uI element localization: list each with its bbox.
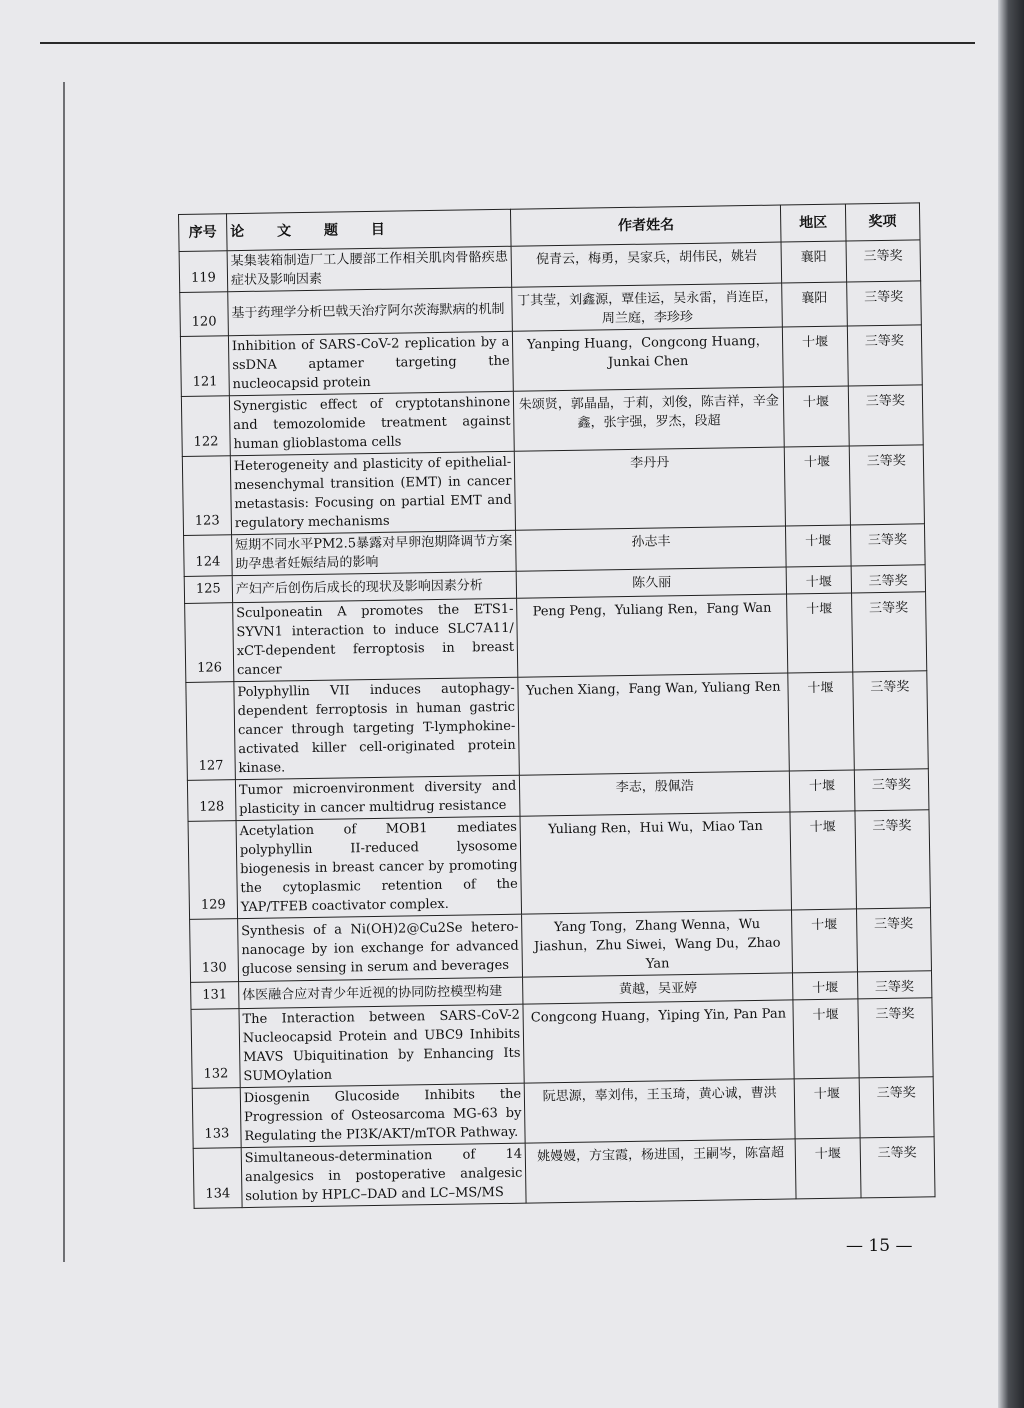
author-names: 李志，殷佩浩 [520, 771, 791, 816]
award-level: 三等奖 [847, 325, 922, 386]
author-names: Peng Peng，Yuliang Ren，Fang Wan [517, 594, 788, 677]
row-number: 120 [180, 292, 229, 337]
paper-title: 体医融合应对青少年近视的协同防控模型构建 [238, 977, 523, 1008]
row-number: 121 [180, 336, 229, 397]
award-level: 三等奖 [857, 971, 932, 999]
author-names: 丁其莹，刘鑫源，覃佳运，吴永雷，肖连臣，周兰庭，李珍珍 [512, 283, 783, 331]
award-level: 三等奖 [851, 565, 926, 593]
page-number: — 15 — [846, 1236, 913, 1256]
region: 十堰 [790, 770, 855, 812]
row-number: 125 [184, 576, 232, 604]
paper-title: Acetylation of MOB1 mediates polyphyllin II-reduced lysosome biogenesis in breast cancer by promoting the cytoplasmic retention of the YAP/TFEB coactivator complex. [236, 816, 522, 918]
award-level: 三等奖 [857, 998, 933, 1078]
table-row [190, 908, 932, 983]
region: 襄阳 [782, 282, 847, 327]
table-row [186, 671, 928, 781]
author-names: 李丹丹 [515, 447, 786, 530]
author-names: Congcong Huang，Yiping Yin, Pan Pan [523, 1000, 794, 1083]
paper-title: 某集装箱制造厂工人腰部工作相关肌肉骨骼疾患症状及影响因素 [227, 246, 512, 291]
author-names: 倪青云，梅勇，吴家兵，胡伟民，姚岩 [511, 242, 782, 287]
author-names: 陈久丽 [516, 567, 786, 598]
paper-title: Sculponeatin A promotes the ETS1-SYVN1 interaction to induce SLC7A11/ xCT-dependent ferroptosis in breast cancer [233, 598, 519, 681]
region: 十堰 [795, 1138, 860, 1199]
region: 十堰 [788, 672, 854, 771]
award-level: 三等奖 [860, 1137, 935, 1198]
row-number: 132 [191, 1009, 240, 1089]
row-number: 128 [187, 780, 236, 822]
table-row [188, 810, 930, 920]
paper-title: Polyphyllin VII induces autophagy-dependent ferroptosis in human gastric cancer through targeting T-lymphokine-activated killer cell-originated protein kinase. [234, 677, 520, 779]
author-names: 朱颂贤，郭晶晶，于莉，刘俊，陈吉祥，辛金鑫，张宇强，罗杰，段超 [514, 387, 785, 451]
paper-title: The Interaction between SARS-CoV-2 Nucleocapsid Protein and UBC9 Inhibits MAVS Ubiquitination by Enhancing Its SUMOylation [239, 1004, 525, 1087]
paper-title: 基于药理学分析巴戟天治疗阿尔茨海默病的机制 [228, 287, 513, 335]
author-names: Yang Tong，Zhang Wenna，Wu Jiashun，Zhu Siwei，Wang Du，Zhao Yan [522, 910, 793, 977]
author-names: 黄越，吴亚婷 [523, 973, 793, 1004]
award-level: 三等奖 [846, 281, 921, 326]
author-names: 阮思源，辜刘伟，王玉琦，黄心诚，曹洪 [524, 1079, 795, 1143]
header-region: 地区 [781, 204, 846, 242]
award-level: 三等奖 [850, 524, 925, 566]
region: 十堰 [786, 566, 851, 594]
table-row [191, 998, 933, 1089]
row-number: 124 [184, 535, 233, 577]
author-names: Yanping Huang，Congcong Huang，Junkai Chen [513, 327, 784, 391]
award-papers-table [178, 202, 936, 1209]
award-level: 三等奖 [851, 592, 927, 672]
region: 十堰 [790, 811, 856, 910]
region: 十堰 [792, 909, 857, 973]
paper-title: Diosgenin Glucoside Inhibits the Progression of Osteosarcoma MG-63 by Regulating the PI3K/AKT/mTOR Pathway. [240, 1083, 525, 1147]
award-level: 三等奖 [856, 908, 931, 972]
left-border-line [63, 82, 65, 1262]
table-row [185, 592, 927, 683]
award-level: 三等奖 [854, 769, 929, 811]
row-number: 123 [182, 456, 231, 536]
region: 十堰 [783, 326, 848, 387]
award-level: 三等奖 [855, 810, 931, 909]
author-names: 姚嫚嫚，方宝霞，杨进国，王嗣岑，陈富超 [525, 1139, 796, 1203]
header-title: 论 文 题 目 [226, 209, 511, 250]
scan-background-edge [998, 0, 1024, 1408]
region: 十堰 [786, 525, 851, 567]
paper-title: Tumor microenvironment diversity and plasticity in cancer multidrug resistance [235, 775, 520, 820]
header-authors: 作者姓名 [511, 205, 782, 246]
award-level: 三等奖 [848, 385, 923, 446]
row-number: 133 [192, 1088, 241, 1149]
paper-title: Synthesis of a Ni(OH)2@Cu2Se hetero-nanocage by ion exchange for advanced glucose sensing in serum and beverages [237, 914, 522, 981]
row-number: 122 [181, 396, 230, 457]
header-no: 序号 [179, 214, 227, 252]
paper-title: 产妇产后创伤后成长的现状及影响因素分析 [232, 571, 517, 602]
paper-title: Simultaneous-determination of 14 analgesics in postoperative analgesic solution by HPLC–DAD and LC–MS/MS [241, 1143, 526, 1207]
paper-title: Inhibition of SARS-CoV-2 replication by a ssDNA aptamer targeting the nucleocapsid protein [228, 331, 513, 395]
region: 十堰 [793, 999, 858, 1079]
award-level: 三等奖 [846, 240, 921, 282]
award-level: 三等奖 [859, 1077, 934, 1138]
region: 十堰 [784, 386, 849, 447]
paper-title: 短期不同水平PM2.5暴露对早卵泡期降调节方案助孕患者妊娠结局的影响 [231, 530, 516, 575]
region: 十堰 [787, 593, 852, 673]
row-number: 131 [191, 982, 239, 1010]
table-row [193, 1137, 935, 1209]
header-award: 奖项 [845, 203, 920, 241]
author-names: Yuchen Xiang，Fang Wan, Yuliang Ren [518, 673, 790, 775]
row-number: 127 [186, 682, 235, 781]
row-number: 129 [188, 821, 237, 920]
region: 十堰 [793, 972, 858, 1000]
row-number: 134 [193, 1148, 242, 1209]
award-level: 三等奖 [852, 671, 928, 770]
award-level: 三等奖 [849, 445, 925, 525]
paper-title: Heterogeneity and plasticity of epithelial-mesenchymal transition (EMT) in cancer metastasis: Focusing on partial EMT and regulatory mechanisms [230, 451, 516, 534]
top-border-line [40, 42, 975, 86]
table-row [182, 445, 924, 536]
region: 十堰 [795, 1078, 860, 1139]
row-number: 130 [190, 919, 239, 983]
author-names: 孙志丰 [516, 526, 787, 571]
row-number: 119 [179, 251, 228, 293]
region: 十堰 [785, 446, 850, 526]
author-names: Yuliang Ren，Hui Wu，Miao Tan [520, 812, 792, 914]
region: 襄阳 [781, 241, 846, 283]
row-number: 126 [185, 603, 234, 683]
paper-title: Synergistic effect of cryptotanshinone and temozolomide treatment against human glioblastoma cells [229, 391, 514, 455]
